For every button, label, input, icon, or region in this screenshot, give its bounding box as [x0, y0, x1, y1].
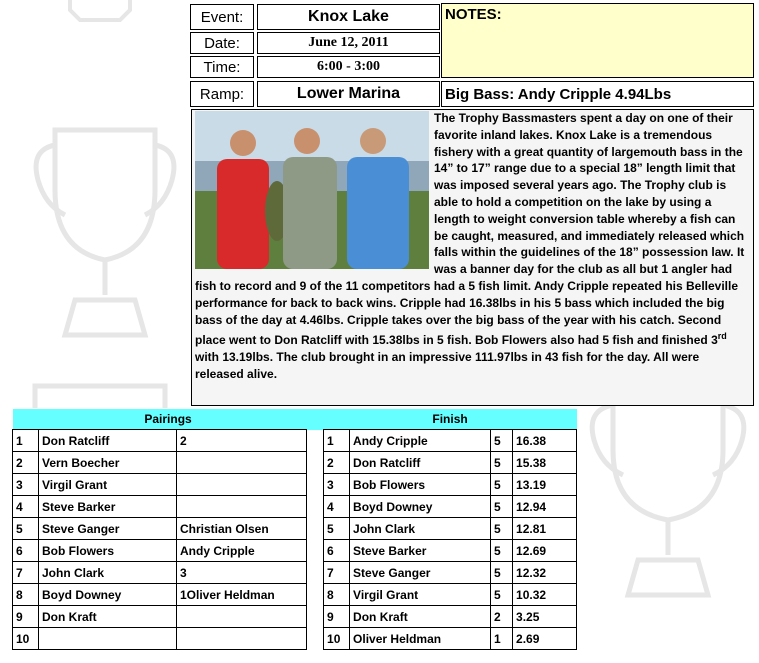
spacer-cell [307, 518, 324, 540]
spacer-cell [307, 628, 324, 650]
ramp-label: Ramp: [190, 81, 254, 107]
pairing-number: 9 [13, 606, 39, 628]
finish-fish: 1 [491, 628, 513, 650]
finish-name: John Clark [350, 518, 491, 540]
pairing-name: Don Ratcliff [39, 430, 177, 452]
pairing-name [39, 628, 177, 650]
finish-weight: 3.25 [513, 606, 577, 628]
finish-weight: 2.69 [513, 628, 577, 650]
event-value: Knox Lake [257, 4, 440, 30]
table-row [13, 430, 577, 452]
finish-fish: 5 [491, 430, 513, 452]
anglers-photo [195, 111, 429, 269]
finish-header: Finish [324, 409, 577, 430]
finish-place: 3 [324, 474, 350, 496]
finish-fish: 2 [491, 606, 513, 628]
results-table [12, 409, 577, 650]
pairing-number: 5 [13, 518, 39, 540]
table-row [13, 584, 577, 606]
big-bass: Big Bass: Andy Cripple 4.94Lbs [441, 81, 754, 107]
finish-weight: 12.69 [513, 540, 577, 562]
table-row [13, 540, 577, 562]
pairing-partner: 2 [177, 430, 307, 452]
finish-place: 9 [324, 606, 350, 628]
finish-place: 5 [324, 518, 350, 540]
pairing-name: Virgil Grant [39, 474, 177, 496]
finish-place: 8 [324, 584, 350, 606]
pairing-partner [177, 474, 307, 496]
finish-name: Don Ratcliff [350, 452, 491, 474]
story-text: The Trophy Bassmasters spent a day on one of their favorite inland lakes. Knox Lake is a tremendous fishery with a great quantity of largemouth bass in the 14” to 17” range due to a special 18” length limit that was imposed several years ago. The Trophy club is able to hold a competition on the lake by using a length to weight conversion table whereby a fish can be caught, measured, and immediately released which falls within the guidelines of the 18” possession law. It was a banner day for the club as all but 1 angler had fish to record and 9 of the 11 competitors had a 5 fish limit. Andy Cripple repeated his Belleville performance for back to back wins. Cripple had 16.38lbs in his 5 bass which included the big bass of the day at 4.46lbs. Cripple takes over the big bass of the year with his catch. Second place went to Don Ratcliff with 15.38lbs in 5 fish. Bob Flowers also had 5 fish and finished 3 [195, 111, 745, 348]
pairing-partner: Christian Olsen [177, 518, 307, 540]
pairing-number: 7 [13, 562, 39, 584]
pairing-partner [177, 452, 307, 474]
event-story [191, 109, 754, 406]
pairing-number: 8 [13, 584, 39, 606]
finish-fish: 5 [491, 562, 513, 584]
pairing-partner [177, 628, 307, 650]
finish-weight: 10.32 [513, 584, 577, 606]
finish-place: 2 [324, 452, 350, 474]
finish-fish: 5 [491, 584, 513, 606]
spacer-cell [307, 452, 324, 474]
finish-place: 7 [324, 562, 350, 584]
notes-box [441, 3, 754, 78]
spacer-cell [307, 606, 324, 628]
finish-weight: 15.38 [513, 452, 577, 474]
finish-name: Boyd Downey [350, 496, 491, 518]
event-label: Event: [190, 4, 254, 30]
pairing-partner: Andy Cripple [177, 540, 307, 562]
time-label: Time: [190, 56, 254, 78]
pairing-partner [177, 496, 307, 518]
pairing-name: Vern Boecher [39, 452, 177, 474]
finish-place: 6 [324, 540, 350, 562]
trophy-watermark-icon [25, 380, 175, 410]
pairing-number: 6 [13, 540, 39, 562]
pairing-number: 3 [13, 474, 39, 496]
finish-place: 1 [324, 430, 350, 452]
pairing-name: Don Kraft [39, 606, 177, 628]
spacer-cell [307, 430, 324, 452]
pairing-number: 10 [13, 628, 39, 650]
spacer-cell [307, 474, 324, 496]
finish-weight: 12.94 [513, 496, 577, 518]
pairing-partner [177, 606, 307, 628]
finish-place: 4 [324, 496, 350, 518]
pairing-number: 2 [13, 452, 39, 474]
spacer-cell [307, 562, 324, 584]
finish-name: Steve Ganger [350, 562, 491, 584]
table-row [13, 628, 577, 650]
time-value: 6:00 - 3:00 [257, 56, 440, 78]
spacer-cell [307, 584, 324, 606]
finish-name: Andy Cripple [350, 430, 491, 452]
pairing-name: Bob Flowers [39, 540, 177, 562]
table-row [13, 606, 577, 628]
pairing-partner: 1Oliver Heldman [177, 584, 307, 606]
spacer-cell [307, 540, 324, 562]
date-value: June 12, 2011 [257, 32, 440, 54]
pairing-name: Boyd Downey [39, 584, 177, 606]
finish-fish: 5 [491, 452, 513, 474]
pairings-header: Pairings [13, 409, 324, 430]
pairing-number: 1 [13, 430, 39, 452]
pairing-name: John Clark [39, 562, 177, 584]
finish-fish: 5 [491, 540, 513, 562]
story-superscript: rd [717, 331, 727, 342]
finish-fish: 5 [491, 518, 513, 540]
trophy-watermark-icon [578, 380, 759, 620]
pairing-number: 4 [13, 496, 39, 518]
finish-fish: 5 [491, 474, 513, 496]
spacer-cell [307, 496, 324, 518]
finish-name: Steve Barker [350, 540, 491, 562]
finish-weight: 12.32 [513, 562, 577, 584]
date-label: Date: [190, 32, 254, 54]
table-row [13, 452, 577, 474]
finish-weight: 13.19 [513, 474, 577, 496]
notes-label: NOTES: [445, 6, 502, 23]
finish-weight: 12.81 [513, 518, 577, 540]
table-row [13, 496, 577, 518]
table-row [13, 518, 577, 540]
pairing-name: Steve Barker [39, 496, 177, 518]
finish-name: Don Kraft [350, 606, 491, 628]
pairing-name: Steve Ganger [39, 518, 177, 540]
finish-weight: 16.38 [513, 430, 577, 452]
finish-name: Bob Flowers [350, 474, 491, 496]
pairing-partner: 3 [177, 562, 307, 584]
trophy-watermark-icon [55, 0, 145, 24]
finish-name: Oliver Heldman [350, 628, 491, 650]
finish-fish: 5 [491, 496, 513, 518]
finish-place: 10 [324, 628, 350, 650]
ramp-value: Lower Marina [257, 81, 440, 107]
finish-name: Virgil Grant [350, 584, 491, 606]
table-row [13, 474, 577, 496]
table-row [13, 562, 577, 584]
story-text-end: with 13.19lbs. The club brought in an impressive 111.97lbs in 43 fish for the day. All were released alive. [195, 350, 700, 381]
trophy-watermark-icon [30, 120, 180, 360]
